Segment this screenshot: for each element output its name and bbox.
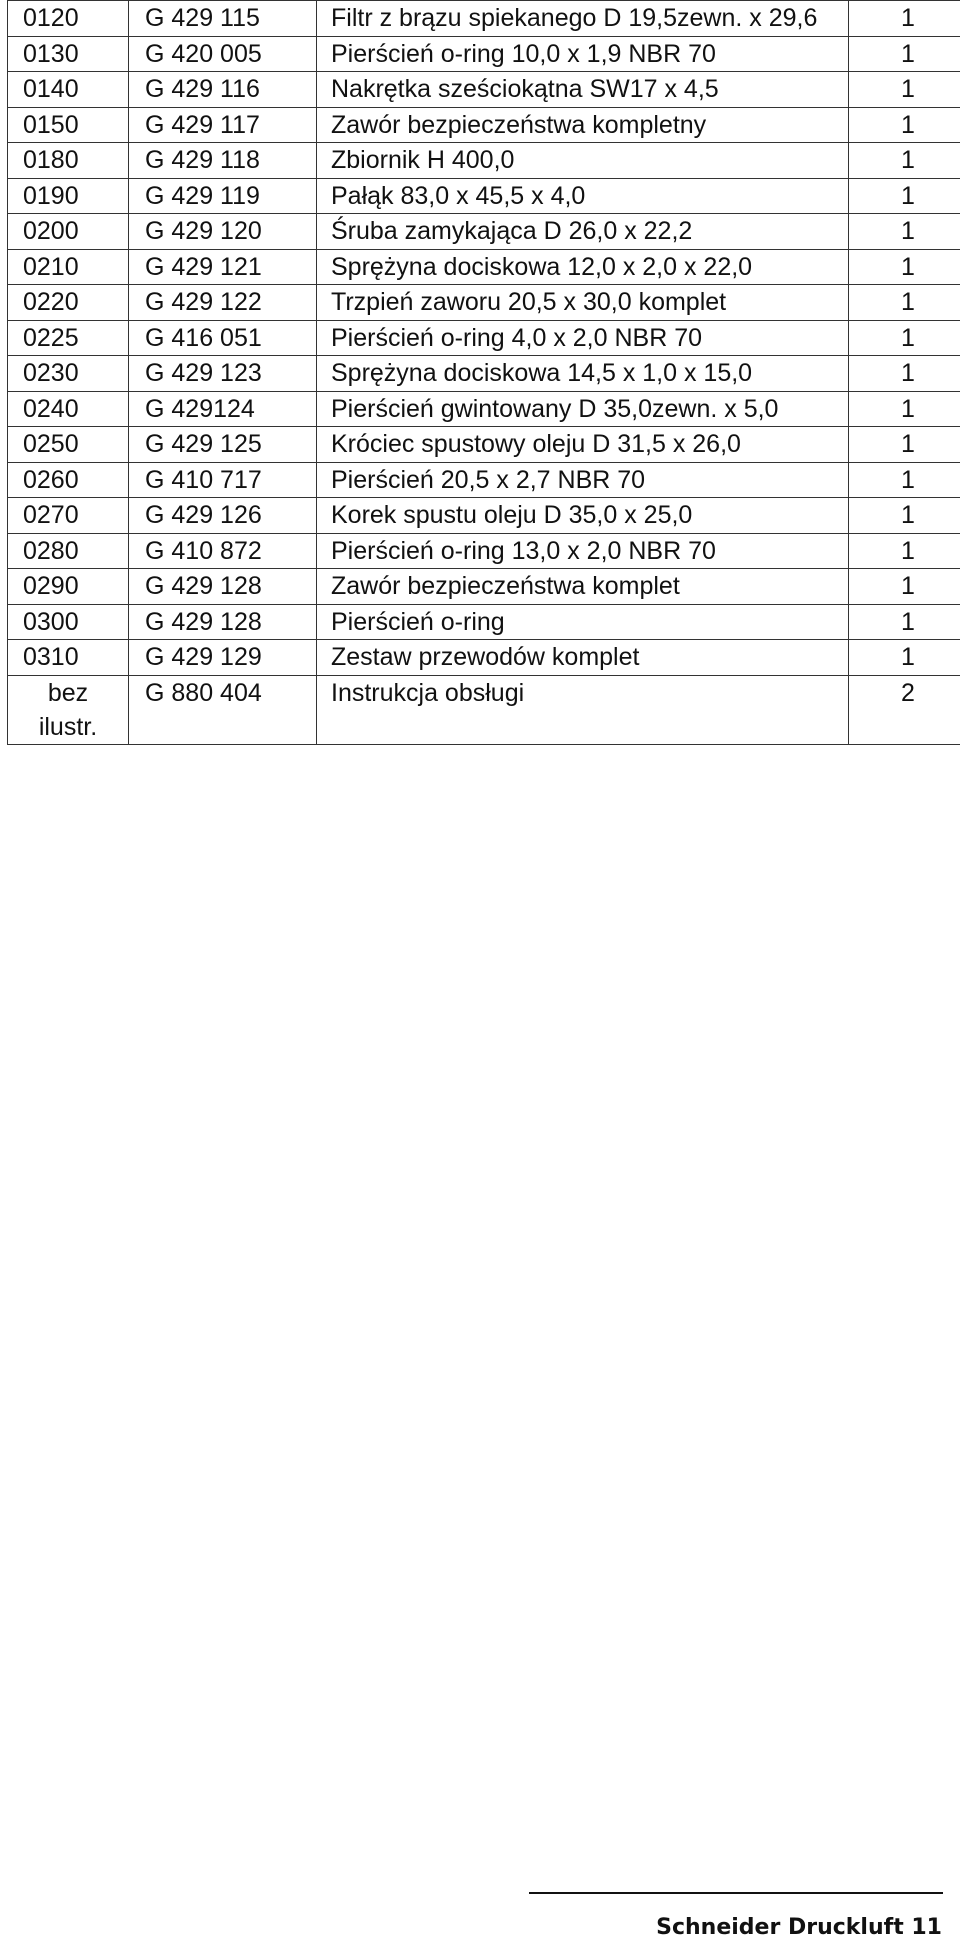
table-row — [8, 391, 960, 427]
description-cell: Zawór bezpieczeństwa kompletny — [317, 107, 849, 143]
part-number-cell: G 416 051 — [129, 320, 317, 356]
position-cell: 0140 — [8, 72, 129, 108]
quantity-cell: 1 — [849, 107, 960, 143]
description-cell: Sprężyna dociskowa 14,5 x 1,0 x 15,0 — [317, 356, 849, 392]
part-number-cell: G 429 126 — [129, 498, 317, 534]
table-row — [8, 285, 960, 321]
table-row — [8, 498, 960, 534]
position-cell: 0230 — [8, 356, 129, 392]
part-number-cell: G 429 128 — [129, 569, 317, 605]
position-cell: 0200 — [8, 214, 129, 250]
quantity-cell: 1 — [849, 36, 960, 72]
position-cell: 0120 — [8, 1, 129, 37]
table-row — [8, 143, 960, 179]
description-cell: Zestaw przewodów komplet — [317, 640, 849, 676]
part-number-cell: G 429 123 — [129, 356, 317, 392]
part-number-cell: G 429 129 — [129, 640, 317, 676]
quantity-cell: 1 — [849, 427, 960, 463]
quantity-cell: 1 — [849, 214, 960, 250]
part-number-cell: G 429 116 — [129, 72, 317, 108]
description-cell: Zbiornik H 400,0 — [317, 143, 849, 179]
position-cell: 0190 — [8, 178, 129, 214]
description-cell: Pierścień gwintowany D 35,0zewn. x 5,0 — [317, 391, 849, 427]
table-row — [8, 1, 960, 37]
description-cell: Zawór bezpieczeństwa komplet — [317, 569, 849, 605]
part-number-cell: G 410 717 — [129, 462, 317, 498]
table-row — [8, 356, 960, 392]
quantity-cell: 1 — [849, 391, 960, 427]
table-row — [8, 320, 960, 356]
quantity-cell: 1 — [849, 462, 960, 498]
description-cell: Pierścień o-ring 13,0 x 2,0 NBR 70 — [317, 533, 849, 569]
description-cell: Króciec spustowy oleju D 31,5 x 26,0 — [317, 427, 849, 463]
quantity-cell: 1 — [849, 356, 960, 392]
quantity-cell: 1 — [849, 249, 960, 285]
quantity-cell: 1 — [849, 285, 960, 321]
quantity-cell: 1 — [849, 1, 960, 37]
description-cell: Śruba zamykająca D 26,0 x 22,2 — [317, 214, 849, 250]
parts-list-body — [8, 1, 960, 745]
table-row — [8, 214, 960, 250]
position-cell: 0150 — [8, 107, 129, 143]
table-row — [8, 107, 960, 143]
part-number-cell: G 429 118 — [129, 143, 317, 179]
position-cell: 0130 — [8, 36, 129, 72]
description-cell: Trzpień zaworu 20,5 x 30,0 komplet — [317, 285, 849, 321]
quantity-cell: 1 — [849, 178, 960, 214]
description-cell: Sprężyna dociskowa 12,0 x 2,0 x 22,0 — [317, 249, 849, 285]
footer-divider — [529, 1892, 943, 1894]
position-cell: 0270 — [8, 498, 129, 534]
part-number-cell: G 410 872 — [129, 533, 317, 569]
part-number-cell: G 429 128 — [129, 604, 317, 640]
position-cell: 0310 — [8, 640, 129, 676]
description-cell: Korek spustu oleju D 35,0 x 25,0 — [317, 498, 849, 534]
part-number-cell: G 429 125 — [129, 427, 317, 463]
quantity-cell: 1 — [849, 143, 960, 179]
part-number-cell: G 429124 — [129, 391, 317, 427]
table-row — [8, 249, 960, 285]
quantity-cell: 1 — [849, 320, 960, 356]
table-row — [8, 462, 960, 498]
part-number-cell: G 429 120 — [129, 214, 317, 250]
position-cell: 0300 — [8, 604, 129, 640]
quantity-cell: 1 — [849, 569, 960, 605]
part-number-cell: G 429 121 — [129, 249, 317, 285]
quantity-cell: 1 — [849, 72, 960, 108]
position-cell: 0220 — [8, 285, 129, 321]
position-cell: bez ilustr. — [8, 675, 129, 744]
position-cell: 0225 — [8, 320, 129, 356]
description-cell: Nakrętka sześciokątna SW17 x 4,5 — [317, 72, 849, 108]
quantity-cell: 1 — [849, 640, 960, 676]
table-row — [8, 604, 960, 640]
description-cell: Instrukcja obsługi — [317, 675, 849, 744]
position-cell: 0180 — [8, 143, 129, 179]
quantity-cell: 1 — [849, 604, 960, 640]
page-footer: Schneider Druckluft 11 — [656, 1915, 942, 1940]
part-number-cell: G 429 115 — [129, 1, 317, 37]
table-row — [8, 427, 960, 463]
position-cell: 0260 — [8, 462, 129, 498]
table-row — [8, 533, 960, 569]
table-row — [8, 178, 960, 214]
position-cell: 0250 — [8, 427, 129, 463]
parts-list-table — [7, 0, 960, 745]
quantity-cell: 1 — [849, 533, 960, 569]
position-cell: 0210 — [8, 249, 129, 285]
quantity-cell: 1 — [849, 498, 960, 534]
table-row — [8, 640, 960, 676]
position-cell: 0240 — [8, 391, 129, 427]
part-number-cell: G 880 404 — [129, 675, 317, 744]
description-cell: Pierścień o-ring 10,0 x 1,9 NBR 70 — [317, 36, 849, 72]
description-cell: Pierścień o-ring 4,0 x 2,0 NBR 70 — [317, 320, 849, 356]
quantity-cell: 2 — [849, 675, 960, 744]
part-number-cell: G 420 005 — [129, 36, 317, 72]
table-row — [8, 675, 960, 744]
position-cell: 0290 — [8, 569, 129, 605]
table-row — [8, 72, 960, 108]
description-cell: Pierścień o-ring — [317, 604, 849, 640]
description-cell: Pałąk 83,0 x 45,5 x 4,0 — [317, 178, 849, 214]
position-cell: 0280 — [8, 533, 129, 569]
part-number-cell: G 429 122 — [129, 285, 317, 321]
table-row — [8, 569, 960, 605]
part-number-cell: G 429 119 — [129, 178, 317, 214]
description-cell: Pierścień 20,5 x 2,7 NBR 70 — [317, 462, 849, 498]
table-row — [8, 36, 960, 72]
description-cell: Filtr z brązu spiekanego D 19,5zewn. x 29,6 — [317, 1, 849, 37]
part-number-cell: G 429 117 — [129, 107, 317, 143]
